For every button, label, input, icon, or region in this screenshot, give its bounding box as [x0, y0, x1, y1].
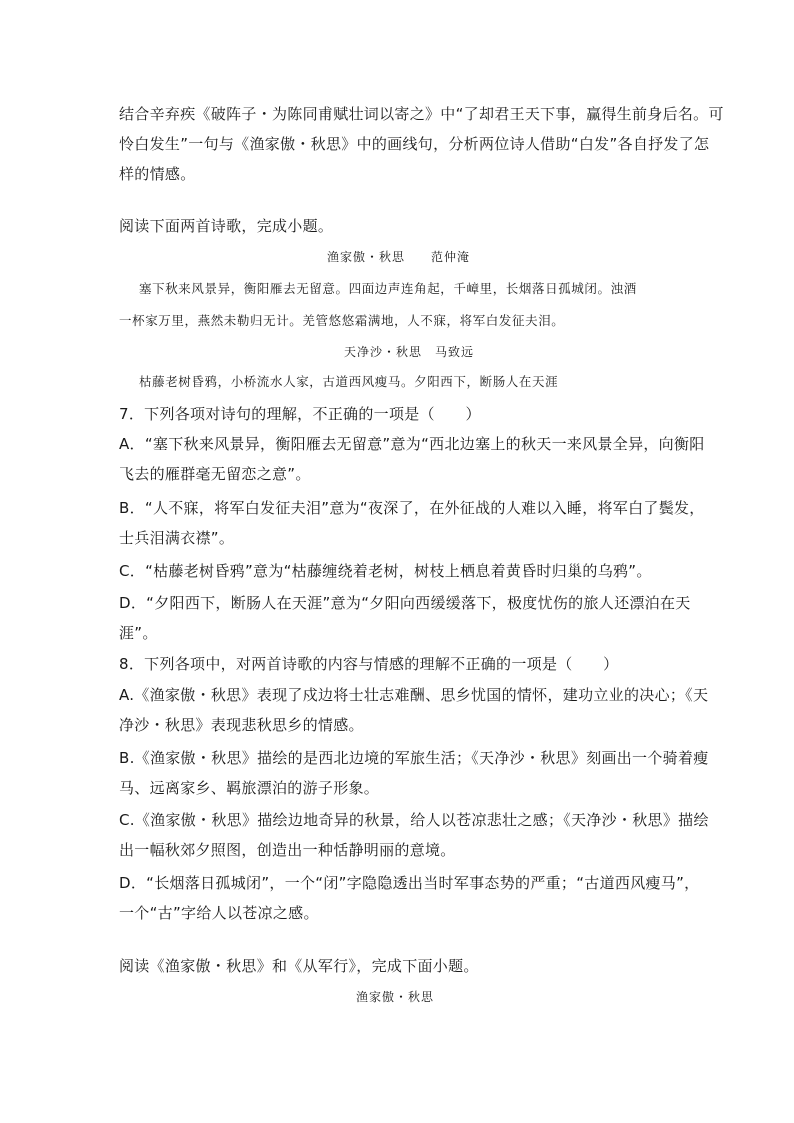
- poem1-line-1: 塞下秋来风景异，衡阳雁去无留意。四面边声连角起，千嶂里，长烟落日孤城闭。浊酒: [139, 281, 637, 296]
- section1-intro: 阅读下面两首诗歌，完成小题。: [119, 217, 334, 235]
- q7-option-a-line-2: 飞去的雁群毫无留恋之意”。: [119, 465, 311, 483]
- q8-stem: 8．下列各项中，对两首诗歌的内容与情感的理解不正确的一项是（ ）: [119, 655, 619, 673]
- q7-option-b-line-2: 士兵泪满衣襟”。: [119, 529, 235, 547]
- q8-option-d-line-2: 一个“古”字给人以苍凉之感。: [119, 904, 319, 922]
- poem1-line-2: 一杯家万里，燕然未勒归无计。羌管悠悠霜满地，人不寐，将军白发征夫泪。: [119, 313, 565, 328]
- q8-option-a-line-1: A.《渔家傲・秋思》表现了戍边将士壮志难酬、思乡忧国的情怀，建功立业的决心；《天: [119, 686, 709, 704]
- q8-option-b-line-2: 马、远离家乡、羁旅漂泊的游子形象。: [119, 779, 380, 797]
- reflection-line-3: 样的情感。: [119, 165, 196, 183]
- section2-poem-title: 渔家傲・秋思: [356, 990, 435, 1004]
- reflection-line-1: 结合辛弃疾《破阵子・为陈同甫赋壮词以寄之》中“了却君王天下事，赢得生前身后名。可: [119, 105, 724, 123]
- q8-option-c-line-1: C.《渔家傲・秋思》描绘边地奇异的秋景，给人以苍凉悲壮之感；《天净沙・秋思》描绘: [119, 811, 709, 829]
- q7-option-d-line-1: D．“夕阳西下，断肠人在天涯”意为“夕阳向西缓缓落下，极度忧伤的旅人还漂泊在天: [119, 594, 691, 612]
- poem2-title: 天净沙・秋思 马致远: [344, 345, 475, 359]
- reflection-line-2: 怜白发生”一句与《渔家傲・秋思》中的画线句，分析两位诗人借助“白发”各自抒发了怎: [119, 135, 710, 153]
- section2-intro: 阅读《渔家傲・秋思》和《从军行》，完成下面小题。: [119, 957, 479, 975]
- q7-option-a-line-1: A．“塞下秋来风景异，衡阳雁去无留意”意为“西北边塞上的秋天一来风景全异，向衡阳: [119, 435, 705, 453]
- q8-option-a-line-2: 净沙・秋思》表现悲秋思乡的情感。: [119, 716, 364, 734]
- q7-option-d-line-2: 涯”。: [119, 624, 158, 642]
- q8-option-c-line-2: 出一幅秋郊夕照图，创造出一种恬静明丽的意境。: [119, 841, 456, 859]
- q7-stem: 7．下列各项对诗句的理解，不正确的一项是（ ）: [119, 405, 481, 423]
- q8-option-d-line-1: D．“长烟落日孤城闭”，一个“闭”字隐隐透出当时军事态势的严重；“古道西风瘦马”，: [119, 874, 700, 892]
- q8-option-b-line-1: B.《渔家傲・秋思》描绘的是西北边境的军旅生活；《天净沙・秋思》刻画出一个骑着瘦: [119, 749, 709, 767]
- poem1-title: 渔家傲・秋思 范仲淹: [327, 250, 471, 264]
- q7-option-b-line-1: B．“人不寐，将军白发征夫泪”意为“夜深了，在外征战的人难以入睡，将军白了鬓发，: [119, 499, 705, 517]
- q7-option-c-line-1: C．“枯藤老树昏鸦”意为“枯藤缠绕着老树，树枝上栖息着黄昏时归巢的乌鸦”。: [119, 562, 652, 580]
- poem2-line-1: 枯藤老树昏鸦，小桥流水人家，古道西风瘦马。夕阳西下，断肠人在天涯: [139, 374, 559, 389]
